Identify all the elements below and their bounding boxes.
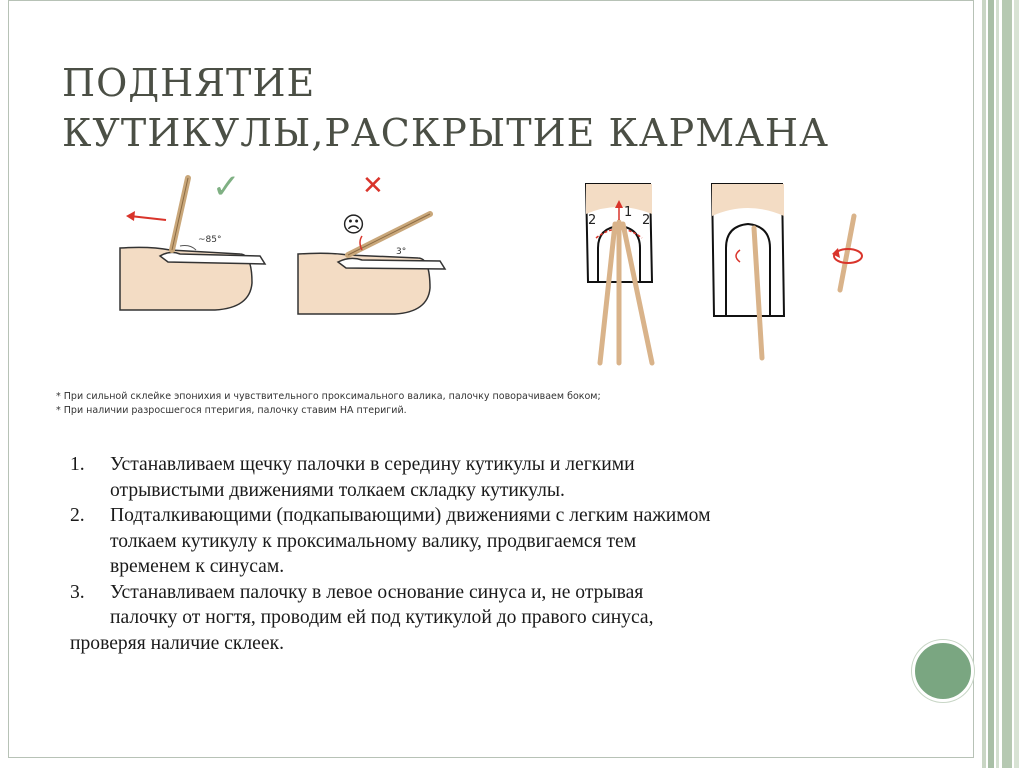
sad-face-icon: ☹ [342, 213, 365, 238]
steps-list [70, 452, 910, 656]
cuticle-illustration [100, 158, 880, 370]
cross-icon: ✕ [362, 171, 384, 201]
step-line: временем к синусам. [110, 556, 285, 577]
step-line: Устанавливаем палочку в левое основание синуса и, не отрывая [110, 581, 644, 603]
decor-stripe [1014, 0, 1019, 768]
angle-label-wrong: 3° [396, 247, 407, 257]
direction-label-center: 1 [624, 205, 633, 220]
title-line-2: КУТИКУЛЫ,РАСКРЫТИЕ КАРМАНА [62, 111, 829, 155]
notes-block [56, 390, 816, 418]
decor-circle [912, 640, 974, 702]
angle-label-correct: ~85° [198, 235, 222, 245]
step-item [70, 452, 910, 503]
note-line: * При наличии разросшегося птеригия, палочку ставим НА птеригий. [56, 405, 407, 416]
decor-stripe [996, 0, 999, 768]
slide-title [62, 58, 922, 158]
direction-label-left: 2 [588, 213, 597, 228]
step-line: проверяя наличие склеек. [70, 632, 284, 654]
panel-directions [586, 184, 652, 363]
decor-stripe [988, 0, 994, 768]
step-number: 2. [70, 505, 85, 526]
step-number: 3. [70, 581, 85, 603]
panel-sideways [712, 184, 862, 358]
panel-wrong-angle [298, 171, 445, 314]
step-line: отрывистыми движениями толкаем складку кутикулы. [110, 479, 565, 501]
step-item [70, 580, 910, 657]
note-line: * При сильной склейке эпонихия и чувствительного проксимального валика, палочку поворачиваем боком; [56, 391, 601, 402]
title-line-1: ПОДНЯТИЕ [62, 61, 316, 105]
step-line: Устанавливаем щечку палочки в середину кутикулы и легкими [110, 454, 635, 475]
decor-stripe [1002, 0, 1012, 768]
direction-label-right: 2 [642, 213, 651, 228]
step-item [70, 503, 910, 580]
step-line: Подталкивающими (подкапывающими) движениями с легким нажимом [110, 505, 711, 526]
orange-stick [840, 216, 854, 290]
step-line: толкаем кутикулу к проксимальному валику, продвигаемся тем [110, 530, 637, 552]
decor-stripe [982, 0, 986, 768]
check-icon: ✓ [212, 167, 241, 207]
panel-correct-angle [120, 167, 265, 310]
step-number: 1. [70, 454, 85, 475]
step-line: палочку от ногтя, проводим ей под кутикулой до правого синуса, [110, 607, 654, 628]
